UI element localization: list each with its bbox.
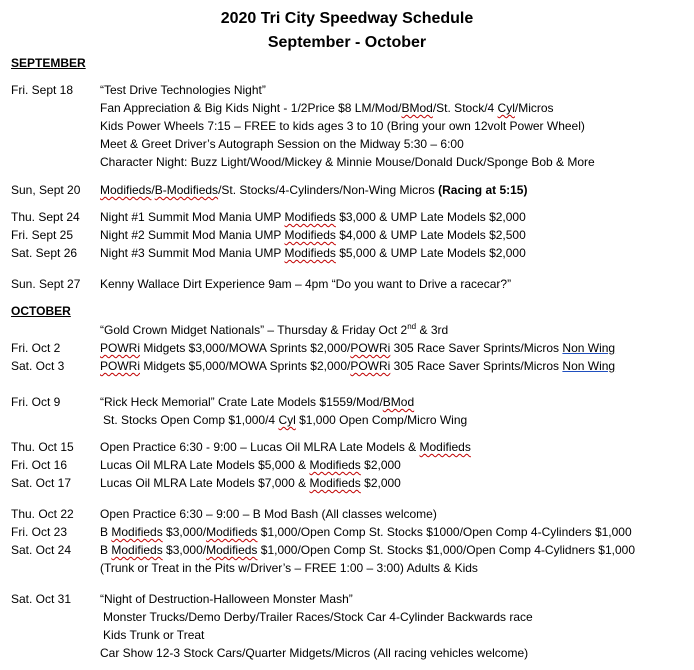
text-segment: $1,000/Open Comp St. Stocks $1,000/Open Comp 4-Cylidners $1,000 [257,543,635,557]
spellcheck-word: POWRi [350,359,391,373]
spellcheck-word: Modifieds [206,543,258,557]
event-description [100,474,401,492]
schedule-row [0,523,694,541]
schedule-row [0,608,694,626]
grammar-flagged-text: Non Wing [562,341,616,355]
event-date: Sat. Sept 26 [11,246,78,260]
schedule-row [0,244,694,262]
schedule-row [0,275,694,293]
event-description [100,523,632,541]
event-date: Fri. Sept 25 [11,228,74,242]
spellcheck-word: Modifieds [100,183,152,197]
event-date: Sat. Oct 31 [11,592,72,606]
event-date: Thu. Sept 24 [11,210,80,224]
spellcheck-word: BMod [382,395,415,409]
text-segment: 305 Race Saver Sprints/Micros [390,341,563,355]
event-date: Sat. Oct 17 [11,476,72,490]
schedule-row [0,99,694,117]
event-description [100,339,615,357]
spellcheck-word: Modifieds [284,210,336,224]
schedule-row [0,226,694,244]
schedule-row [0,626,694,644]
schedule-row [0,644,694,662]
text-segment: $3,000/ [162,525,207,539]
event-date: Sat. Oct 3 [11,359,65,373]
text-segment: $2,000 [360,476,401,490]
text-segment: $3,000/ [162,543,207,557]
text-segment: $3,000 & UMP Late Models $2,000 [335,210,526,224]
event-description [100,99,554,117]
event-description [100,181,527,199]
text-segment: $1,000 Open Comp/Micro Wing [295,413,468,427]
page-title: 2020 Tri City Speedway Schedule [220,10,474,27]
event-date: Fri. Sept 18 [11,83,74,97]
event-date: Sat. Oct 24 [11,543,72,557]
schedule-row [0,590,694,608]
text-segment: Night #1 Summit Mod Mania UMP [100,210,285,224]
schedule-row [0,181,694,199]
text-segment: /Micros [514,101,554,115]
event-description: (Trunk or Treat in the Pits w/Driver’s – FREE 1:00 – 3:00) Adults & Kids [100,561,478,575]
text-segment: $2,000 [360,458,401,472]
spellcheck-word: Cyl [278,413,296,427]
text-segment: Night #3 Summit Mod Mania UMP [100,246,285,260]
spellcheck-word: BMod [401,101,433,115]
schedule-row [0,357,694,375]
spellcheck-word: Modifieds [309,458,361,472]
event-description: Kenny Wallace Dirt Experience 9am – 4pm “Do you want to Drive a racecar?” [100,277,512,291]
spellcheck-word: POWRi [100,359,140,373]
event-description: Monster Trucks/Demo Derby/Trailer Races/Stock Car 4-Cylinder Backwards race [103,610,533,624]
text-segment: /St. Stock/4 [432,101,498,115]
text-segment: $1,000/Open Comp St. Stocks $1000/Open Comp 4-Cylinders $1,000 [257,525,632,539]
event-description: “Night of Destruction-Halloween Monster Mash” [100,592,353,606]
event-date: Sun. Sept 27 [11,277,81,291]
text-segment: Lucas Oil MLRA Late Models $7,000 & [100,476,310,490]
event-date: Sun, Sept 20 [11,183,81,197]
schedule-row [0,81,694,99]
spellcheck-word: POWRi [350,341,391,355]
event-description: Character Night: Buzz Light/Wood/Mickey & Minnie Mouse/Donald Duck/Sponge Bob & More [100,155,595,169]
spellcheck-word: Cyl [497,101,515,115]
spellcheck-word: Modifieds [419,440,471,454]
race-time-note: (Racing at 5:15) [438,183,528,197]
schedule-row [0,456,694,474]
spellcheck-word: Modifieds [111,543,163,557]
event-date: Fri. Oct 23 [11,525,68,539]
event-description [100,244,526,262]
schedule-row [0,474,694,492]
grammar-flagged-text: Non Wing [562,359,616,373]
schedule-row [0,541,694,559]
schedule-row [0,505,694,523]
section-heading-september: SEPTEMBER [11,56,86,70]
text-segment: Open Practice 6:30 - 9:00 – Lucas Oil MLRA Late Models & [100,440,420,454]
event-description [100,393,414,411]
schedule-row [0,438,694,456]
text-segment: St. Stocks Open Comp $1,000/4 [103,413,279,427]
schedule-row [0,135,694,153]
spellcheck-word: Modifieds [206,525,258,539]
page-subtitle: September - October [267,34,427,51]
event-description [103,411,467,429]
schedule-row [0,117,694,135]
event-description: Kids Power Wheels 7:15 – FREE to kids ages 3 to 10 (Bring your own 12volt Power Wheel) [100,119,585,133]
text-segment: Lucas Oil MLRA Late Models $5,000 & [100,458,310,472]
spellcheck-word: Modifieds [284,246,336,260]
spellcheck-word: B-Modifieds [154,183,219,197]
text-segment: Midgets $3,000/MOWA Sprints $2,000/ [140,341,351,355]
schedule-row [0,321,694,339]
event-description: “Test Drive Technologies Night” [100,83,266,97]
text-segment: “Gold Crown Midget Nationals” – Thursday & Friday Oct 2 [100,323,408,337]
text-segment: B [100,525,112,539]
event-description: Open Practice 6:30 – 9:00 – B Mod Bash (All classes welcome) [100,507,437,521]
event-description [100,208,526,226]
text-segment: “Rick Heck Memorial” Crate Late Models $1559/Mod/ [100,395,383,409]
schedule-row [0,411,694,429]
text-segment: Midgets $5,000/MOWA Sprints $2,000/ [140,359,351,373]
schedule-row [0,208,694,226]
schedule-row [0,393,694,411]
event-date: Thu. Oct 15 [11,440,74,454]
event-date: Fri. Oct 9 [11,395,61,409]
spellcheck-word: Modifieds [111,525,163,539]
text-segment: & 3rd [416,323,449,337]
text-segment: /St. Stocks/4-Cylinders/Non-Wing Micros [218,183,439,197]
event-description [100,226,526,244]
event-description: Car Show 12-3 Stock Cars/Quarter Midgets/Micros (All racing vehicles welcome) [100,646,529,660]
event-date: Fri. Oct 2 [11,341,61,355]
event-date: Fri. Oct 16 [11,458,68,472]
text-segment: / [151,183,155,197]
event-description [100,357,615,375]
event-description: Meet & Greet Driver’s Autograph Session on the Midway 5:30 – 6:00 [100,137,464,151]
event-description [100,321,448,339]
ordinal-suffix: nd [407,322,417,331]
text-segment: $5,000 & UMP Late Models $2,000 [335,246,526,260]
schedule-row [0,153,694,171]
spellcheck-word: Modifieds [284,228,336,242]
text-segment: Fan Appreciation & Big Kids Night - 1/2Price $8 LM/Mod/ [100,101,402,115]
event-description: Kids Trunk or Treat [103,628,205,642]
event-description [100,541,635,559]
text-segment: Night #2 Summit Mod Mania UMP [100,228,285,242]
event-description [100,456,401,474]
schedule-row [0,339,694,357]
spellcheck-word: POWRi [100,341,140,355]
event-date: Thu. Oct 22 [11,507,74,521]
text-segment: $4,000 & UMP Late Models $2,500 [335,228,526,242]
section-heading-october: OCTOBER [11,304,71,318]
schedule-row [0,559,694,577]
text-segment: B [100,543,112,557]
text-segment: 305 Race Saver Sprints/Micros [390,359,563,373]
event-description [100,438,471,456]
spellcheck-word: Modifieds [309,476,361,490]
